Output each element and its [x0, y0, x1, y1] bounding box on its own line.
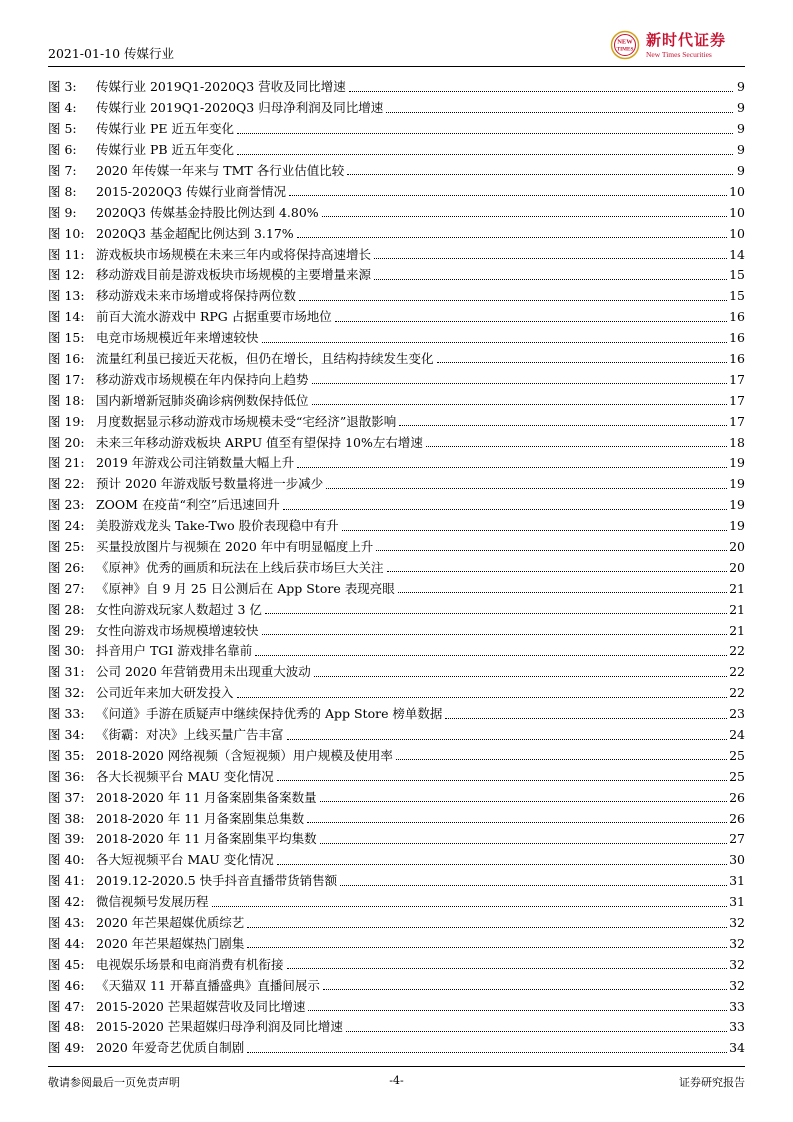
toc-entry[interactable]	[48, 240, 745, 261]
svg-text:NEW: NEW	[617, 38, 633, 46]
toc-figure-title: 传媒行业 PE 近五年变化	[96, 121, 234, 137]
toc-figure-title: 2018-2020 年 11 月备案剧集平均集数	[96, 831, 317, 847]
toc-page-number: 33	[729, 998, 745, 1014]
toc-leader-dots	[346, 1030, 727, 1032]
toc-figure-label: 图 16:	[48, 350, 85, 366]
toc-leader-dots	[307, 821, 727, 823]
toc-leader-dots	[308, 1009, 727, 1011]
toc-page-number: 19	[729, 518, 745, 534]
toc-page-number: 25	[729, 747, 745, 763]
toc-page-number: 15	[729, 267, 745, 283]
toc-figure-title: 女性向游戏市场规模增速较快	[96, 622, 259, 638]
toc-entry[interactable]	[48, 177, 745, 198]
toc-figure-title: 《原神》优秀的画质和玩法在上线后获市场巨大关注	[96, 559, 384, 575]
toc-figure-label: 图 29:	[48, 622, 85, 638]
toc-leader-dots	[247, 1051, 727, 1053]
toc-page-number: 16	[729, 309, 745, 325]
toc-figure-title: 2015-2020 芒果超媒营收及同比增速	[96, 998, 306, 1014]
toc-leader-dots	[386, 111, 733, 113]
toc-figure-title: 《天猫双 11 开幕直播盛典》直播间展示	[96, 977, 320, 993]
toc-figure-title: 2020 年芒果超媒优质综艺	[96, 915, 245, 931]
toc-page-number: 17	[729, 371, 745, 387]
toc-figure-label: 图 13:	[48, 288, 85, 304]
toc-entry[interactable]	[48, 1034, 745, 1055]
toc-leader-dots	[297, 466, 727, 468]
toc-figure-title: 2019.12-2020.5 快手抖音直播带货销售额	[96, 873, 338, 889]
toc-figure-label: 图 41:	[48, 873, 85, 889]
footer-page-number: -4-	[389, 1074, 404, 1087]
toc-leader-dots	[374, 278, 727, 280]
toc-figure-title: 2018-2020 年 11 月备案剧集备案数量	[96, 789, 317, 805]
toc-leader-dots	[323, 988, 727, 990]
toc-leader-dots	[299, 299, 727, 301]
toc-leader-dots	[376, 549, 727, 551]
toc-leader-dots	[399, 424, 727, 426]
toc-figure-title: 前百大流水游戏中 RPG 占据重要市场地位	[96, 309, 332, 325]
toc-figure-label: 图 35:	[48, 747, 85, 763]
toc-page-number: 22	[729, 685, 745, 701]
toc-entry[interactable]	[48, 888, 745, 909]
toc-leader-dots	[262, 633, 728, 635]
toc-entry[interactable]	[48, 261, 745, 282]
toc-leader-dots	[398, 591, 727, 593]
toc-page-number: 33	[729, 1019, 745, 1035]
toc-figure-title: 《问道》手游在质疑声中继续保持优秀的 App Store 榜单数据	[96, 706, 443, 722]
new-times-logo-icon	[610, 30, 640, 60]
toc-entry[interactable]	[48, 491, 745, 512]
footer-divider	[48, 1066, 745, 1067]
toc-figure-label: 图 7:	[48, 162, 77, 178]
toc-leader-dots	[277, 779, 727, 781]
toc-entry[interactable]	[48, 428, 745, 449]
toc-page-number: 32	[729, 915, 745, 931]
toc-figure-label: 图 18:	[48, 392, 85, 408]
toc-page-number: 19	[729, 497, 745, 513]
toc-page-number: 25	[729, 768, 745, 784]
toc-entry[interactable]	[48, 282, 745, 303]
toc-figure-label: 图 19:	[48, 413, 85, 429]
toc-leader-dots	[426, 445, 727, 447]
toc-figure-title: 女性向游戏玩家人数超过 3 亿	[96, 601, 262, 617]
toc-figure-label: 图 23:	[48, 497, 85, 513]
toc-figure-label: 图 21:	[48, 455, 85, 471]
toc-entry[interactable]	[48, 1013, 745, 1034]
toc-figure-title: 买量投放图片与视频在 2020 年中有明显幅度上升	[96, 538, 374, 554]
toc-leader-dots	[237, 696, 728, 698]
toc-page-number: 26	[729, 810, 745, 826]
toc-figure-title: 预计 2020 年游戏版号数量将进一步减少	[96, 476, 324, 492]
header-divider	[48, 66, 745, 67]
toc-leader-dots	[374, 257, 727, 259]
toc-entry[interactable]	[48, 721, 745, 742]
toc-leader-dots	[277, 863, 727, 865]
toc-figure-title: 电视娱乐场景和电商消费有机衔接	[96, 956, 284, 972]
toc-page-number: 22	[729, 643, 745, 659]
toc-leader-dots	[312, 403, 728, 405]
toc-page-number: 9	[737, 121, 745, 137]
toc-entry[interactable]	[48, 909, 745, 930]
footer-report-type: 证券研究报告	[679, 1076, 745, 1089]
toc-figure-label: 图 44:	[48, 935, 85, 951]
toc-figure-label: 图 38:	[48, 810, 85, 826]
toc-page-number: 15	[729, 288, 745, 304]
toc-figure-label: 图 15:	[48, 330, 85, 346]
toc-entry[interactable]	[48, 700, 745, 721]
toc-figure-title: 传媒行业 2019Q1-2020Q3 营收及同比增速	[96, 79, 346, 95]
toc-page-number: 19	[729, 455, 745, 471]
toc-page-number: 14	[729, 246, 745, 262]
toc-figure-label: 图 4:	[48, 100, 77, 116]
toc-figure-label: 图 28:	[48, 601, 85, 617]
toc-figure-label: 图 47:	[48, 998, 85, 1014]
toc-figure-title: 电竞市场规模近年来增速较快	[96, 330, 259, 346]
toc-page-number: 20	[729, 538, 745, 554]
toc-figure-label: 图 30:	[48, 643, 85, 659]
toc-leader-dots	[237, 153, 733, 155]
toc-entry[interactable]	[48, 533, 745, 554]
svg-text:TIMES: TIMES	[616, 46, 634, 53]
toc-leader-dots	[349, 90, 733, 92]
toc-figure-title: 流量红利虽已接近天花板，但仍在增长，且结构持续发生变化	[96, 350, 434, 366]
toc-page-number: 26	[729, 789, 745, 805]
toc-figure-title: 《街霸：对决》上线买量广告丰富	[96, 727, 284, 742]
toc-figure-label: 图 32:	[48, 685, 85, 701]
toc-figure-label: 图 31:	[48, 664, 85, 680]
toc-figure-label: 图 14:	[48, 309, 85, 325]
toc-figure-title: 国内新增新冠肺炎确诊病例数保持低位	[96, 392, 309, 408]
toc-entry[interactable]	[48, 658, 745, 679]
toc-leader-dots	[262, 341, 728, 343]
toc-figure-label: 图 39:	[48, 831, 85, 847]
toc-figure-label: 图 3:	[48, 79, 77, 95]
toc-entry[interactable]	[48, 616, 745, 637]
toc-entry[interactable]	[48, 324, 745, 345]
toc-figure-title: 《原神》自 9 月 25 日公测后在 App Store 表现亮眼	[96, 580, 395, 596]
toc-figure-title: 移动游戏市场规模在年内保持向上趋势	[96, 371, 309, 387]
toc-figure-label: 图 37:	[48, 789, 85, 805]
toc-figure-title: 抖音用户 TGI 游戏排名靠前	[96, 643, 253, 659]
toc-entry[interactable]	[48, 742, 745, 763]
toc-figure-title: 各大短视频平台 MAU 变化情况	[96, 852, 274, 868]
toc-figure-label: 图 25:	[48, 538, 85, 554]
toc-entry[interactable]	[48, 512, 745, 533]
toc-entry[interactable]	[48, 386, 745, 407]
toc-leader-dots	[312, 382, 728, 384]
toc-leader-dots	[237, 132, 733, 134]
toc-entry[interactable]	[48, 115, 745, 136]
toc-page-number: 32	[729, 977, 745, 993]
toc-leader-dots	[289, 194, 727, 196]
toc-figure-label: 图 46:	[48, 977, 85, 993]
toc-page-number: 9	[737, 100, 745, 116]
toc-entry[interactable]	[48, 930, 745, 951]
toc-page-number: 22	[729, 664, 745, 680]
toc-leader-dots	[387, 570, 728, 572]
toc-figure-title: 美股游戏龙头 Take-Two 股价表现稳中有升	[96, 518, 339, 534]
toc-leader-dots	[314, 675, 727, 677]
toc-page-number: 9	[737, 142, 745, 158]
toc-figure-title: 2019 年游戏公司注销数量大幅上升	[96, 455, 295, 471]
toc-leader-dots	[445, 717, 727, 719]
toc-entry[interactable]	[48, 407, 745, 428]
toc-figure-title: 2020Q3 基金超配比例达到 3.17%	[96, 225, 294, 241]
toc-page-number: 18	[729, 434, 745, 450]
toc-page-number: 19	[729, 476, 745, 492]
toc-page-number: 10	[729, 183, 745, 199]
toc-page-number: 20	[729, 559, 745, 575]
toc-figure-title: 传媒行业 2019Q1-2020Q3 归母净利润及同比增速	[96, 100, 384, 116]
toc-entry[interactable]	[48, 136, 745, 157]
toc-entry[interactable]	[48, 198, 745, 219]
toc-leader-dots	[247, 946, 727, 948]
toc-entry[interactable]	[48, 783, 745, 804]
toc-leader-dots	[437, 361, 728, 363]
toc-page-number: 21	[729, 580, 745, 596]
toc-figure-title: 2020 年爱奇艺优质自制剧	[96, 1040, 245, 1056]
toc-page-number: 31	[729, 894, 745, 910]
toc-leader-dots	[326, 487, 727, 489]
toc-leader-dots	[287, 967, 728, 969]
toc-entry[interactable]	[48, 303, 745, 324]
toc-figure-title: 2020Q3 传媒基金持股比例达到 4.80%	[96, 204, 319, 220]
toc-figure-label: 图 22:	[48, 476, 85, 492]
toc-leader-dots	[396, 758, 727, 760]
toc-leader-dots	[320, 842, 727, 844]
toc-page-number: 10	[729, 225, 745, 241]
toc-page-number: 10	[729, 204, 745, 220]
toc-page-number: 9	[737, 162, 745, 178]
toc-figure-title: 移动游戏目前是游戏板块市场规模的主要增量来源	[96, 267, 372, 283]
toc-figure-label: 图 42:	[48, 894, 85, 910]
toc-figure-label: 图 6:	[48, 142, 77, 158]
toc-page-number: 32	[729, 935, 745, 951]
toc-figure-label: 图 49:	[48, 1040, 85, 1056]
toc-entry[interactable]	[48, 867, 745, 888]
toc-entry[interactable]	[48, 94, 745, 115]
toc-leader-dots	[247, 926, 727, 928]
toc-entry[interactable]	[48, 846, 745, 867]
toc-figure-title: 各大长视频平台 MAU 变化情况	[96, 768, 274, 784]
toc-figure-title: 公司 2020 年营销费用未出现重大波动	[96, 664, 311, 680]
toc-entry[interactable]	[48, 157, 745, 178]
toc-figure-title: 2018-2020 年 11 月备案剧集总集数	[96, 810, 305, 826]
toc-figure-label: 图 11:	[48, 246, 85, 262]
toc-figure-title: 2020 年传媒一年来与 TMT 各行业估值比较	[96, 162, 345, 178]
toc-entry[interactable]	[48, 950, 745, 971]
toc-entry[interactable]	[48, 470, 745, 491]
toc-figure-label: 图 27:	[48, 580, 85, 596]
toc-page-number: 17	[729, 413, 745, 429]
toc-leader-dots	[340, 884, 727, 886]
toc-entry[interactable]	[48, 219, 745, 240]
toc-figure-label: 图 43:	[48, 915, 85, 931]
toc-figure-title: 未来三年移动游戏板块 ARPU 值至有望保持 10%左右增速	[96, 434, 423, 450]
toc-entry[interactable]	[48, 449, 745, 470]
toc-entry[interactable]	[48, 365, 745, 386]
toc-page-number: 27	[729, 831, 745, 847]
toc-page-number: 34	[729, 1040, 745, 1056]
toc-page-number: 16	[729, 350, 745, 366]
toc-page-number: 9	[737, 79, 745, 95]
toc-figure-title: 2015-2020 芒果超媒归母净利润及同比增速	[96, 1019, 343, 1035]
toc-figure-title: 游戏板块市场规模在未来三年内或将保持高速增长	[96, 246, 372, 262]
toc-leader-dots	[255, 654, 727, 656]
toc-figure-title: 2020 年芒果超媒热门剧集	[96, 935, 245, 951]
toc-page-number: 17	[729, 392, 745, 408]
toc-figure-label: 图 12:	[48, 267, 85, 283]
brand-logo	[610, 28, 745, 62]
toc-entry[interactable]	[48, 679, 745, 700]
toc-page-number: 21	[729, 622, 745, 638]
toc-figure-label: 图 34:	[48, 727, 85, 742]
toc-page-number: 32	[729, 956, 745, 972]
toc-figure-title: 微信视频号发展历程	[96, 894, 209, 910]
toc-figure-label: 图 17:	[48, 371, 85, 387]
toc-leader-dots	[265, 612, 727, 614]
toc-entry[interactable]	[48, 992, 745, 1013]
toc-page-number: 31	[729, 873, 745, 889]
toc-figure-title: ZOOM 在疫苗“利空”后迅速回升	[96, 497, 280, 513]
toc-leader-dots	[335, 320, 727, 322]
toc-figure-label: 图 20:	[48, 434, 85, 450]
toc-figure-label: 图 40:	[48, 852, 85, 868]
toc-figure-label: 图 9:	[48, 204, 77, 220]
toc-leader-dots	[347, 173, 733, 175]
toc-figure-label: 图 36:	[48, 768, 85, 784]
toc-leader-dots	[342, 529, 727, 531]
toc-figure-title: 公司近年来加大研发投入	[96, 685, 234, 701]
toc-page-number: 30	[729, 852, 745, 868]
figure-index-list	[48, 73, 745, 1055]
toc-entry[interactable]	[48, 574, 745, 595]
toc-figure-label: 图 5:	[48, 121, 77, 137]
toc-entry[interactable]	[48, 553, 745, 574]
footer-disclaimer: 敬请参阅最后一页免责声明	[48, 1076, 180, 1089]
toc-figure-label: 图 48:	[48, 1019, 85, 1035]
toc-page-number: 16	[729, 330, 745, 346]
toc-figure-label: 图 8:	[48, 183, 77, 199]
toc-figure-label: 图 26:	[48, 559, 85, 575]
toc-leader-dots	[212, 905, 728, 907]
toc-entry[interactable]	[48, 804, 745, 825]
toc-entry[interactable]	[48, 637, 745, 658]
toc-figure-title: 月度数据显示移动游戏市场规模未受“宅经济”退散影响	[96, 413, 397, 429]
toc-leader-dots	[287, 738, 728, 740]
toc-entry[interactable]	[48, 595, 745, 616]
toc-leader-dots	[297, 236, 727, 238]
toc-leader-dots	[283, 508, 727, 510]
toc-entry[interactable]	[48, 345, 745, 366]
toc-figure-title: 2018-2020 网络视频（含短视频）用户规模及使用率	[96, 747, 393, 763]
toc-page-number: 23	[729, 706, 745, 722]
toc-figure-title: 移动游戏未来市场增或将保持两位数	[96, 288, 297, 304]
toc-figure-title: 传媒行业 PB 近五年变化	[96, 142, 235, 158]
toc-figure-label: 图 10:	[48, 225, 85, 241]
brand-name-cn: 新时代证券	[646, 31, 727, 49]
toc-leader-dots	[322, 215, 727, 217]
header-date-industry: 2021-01-10 传媒行业	[48, 46, 175, 61]
toc-entry[interactable]	[48, 73, 745, 94]
toc-figure-title: 2015-2020Q3 传媒行业商誉情况	[96, 183, 287, 199]
toc-page-number: 24	[729, 727, 745, 742]
toc-figure-label: 图 33:	[48, 706, 85, 722]
toc-entry[interactable]	[48, 762, 745, 783]
toc-figure-label: 图 24:	[48, 518, 85, 534]
brand-name-en: New Times Securities	[646, 50, 712, 59]
toc-figure-label: 图 45:	[48, 956, 85, 972]
page-header	[48, 28, 745, 66]
toc-page-number: 21	[729, 601, 745, 617]
toc-leader-dots	[320, 800, 727, 802]
toc-entry[interactable]	[48, 825, 745, 846]
toc-entry[interactable]	[48, 971, 745, 992]
